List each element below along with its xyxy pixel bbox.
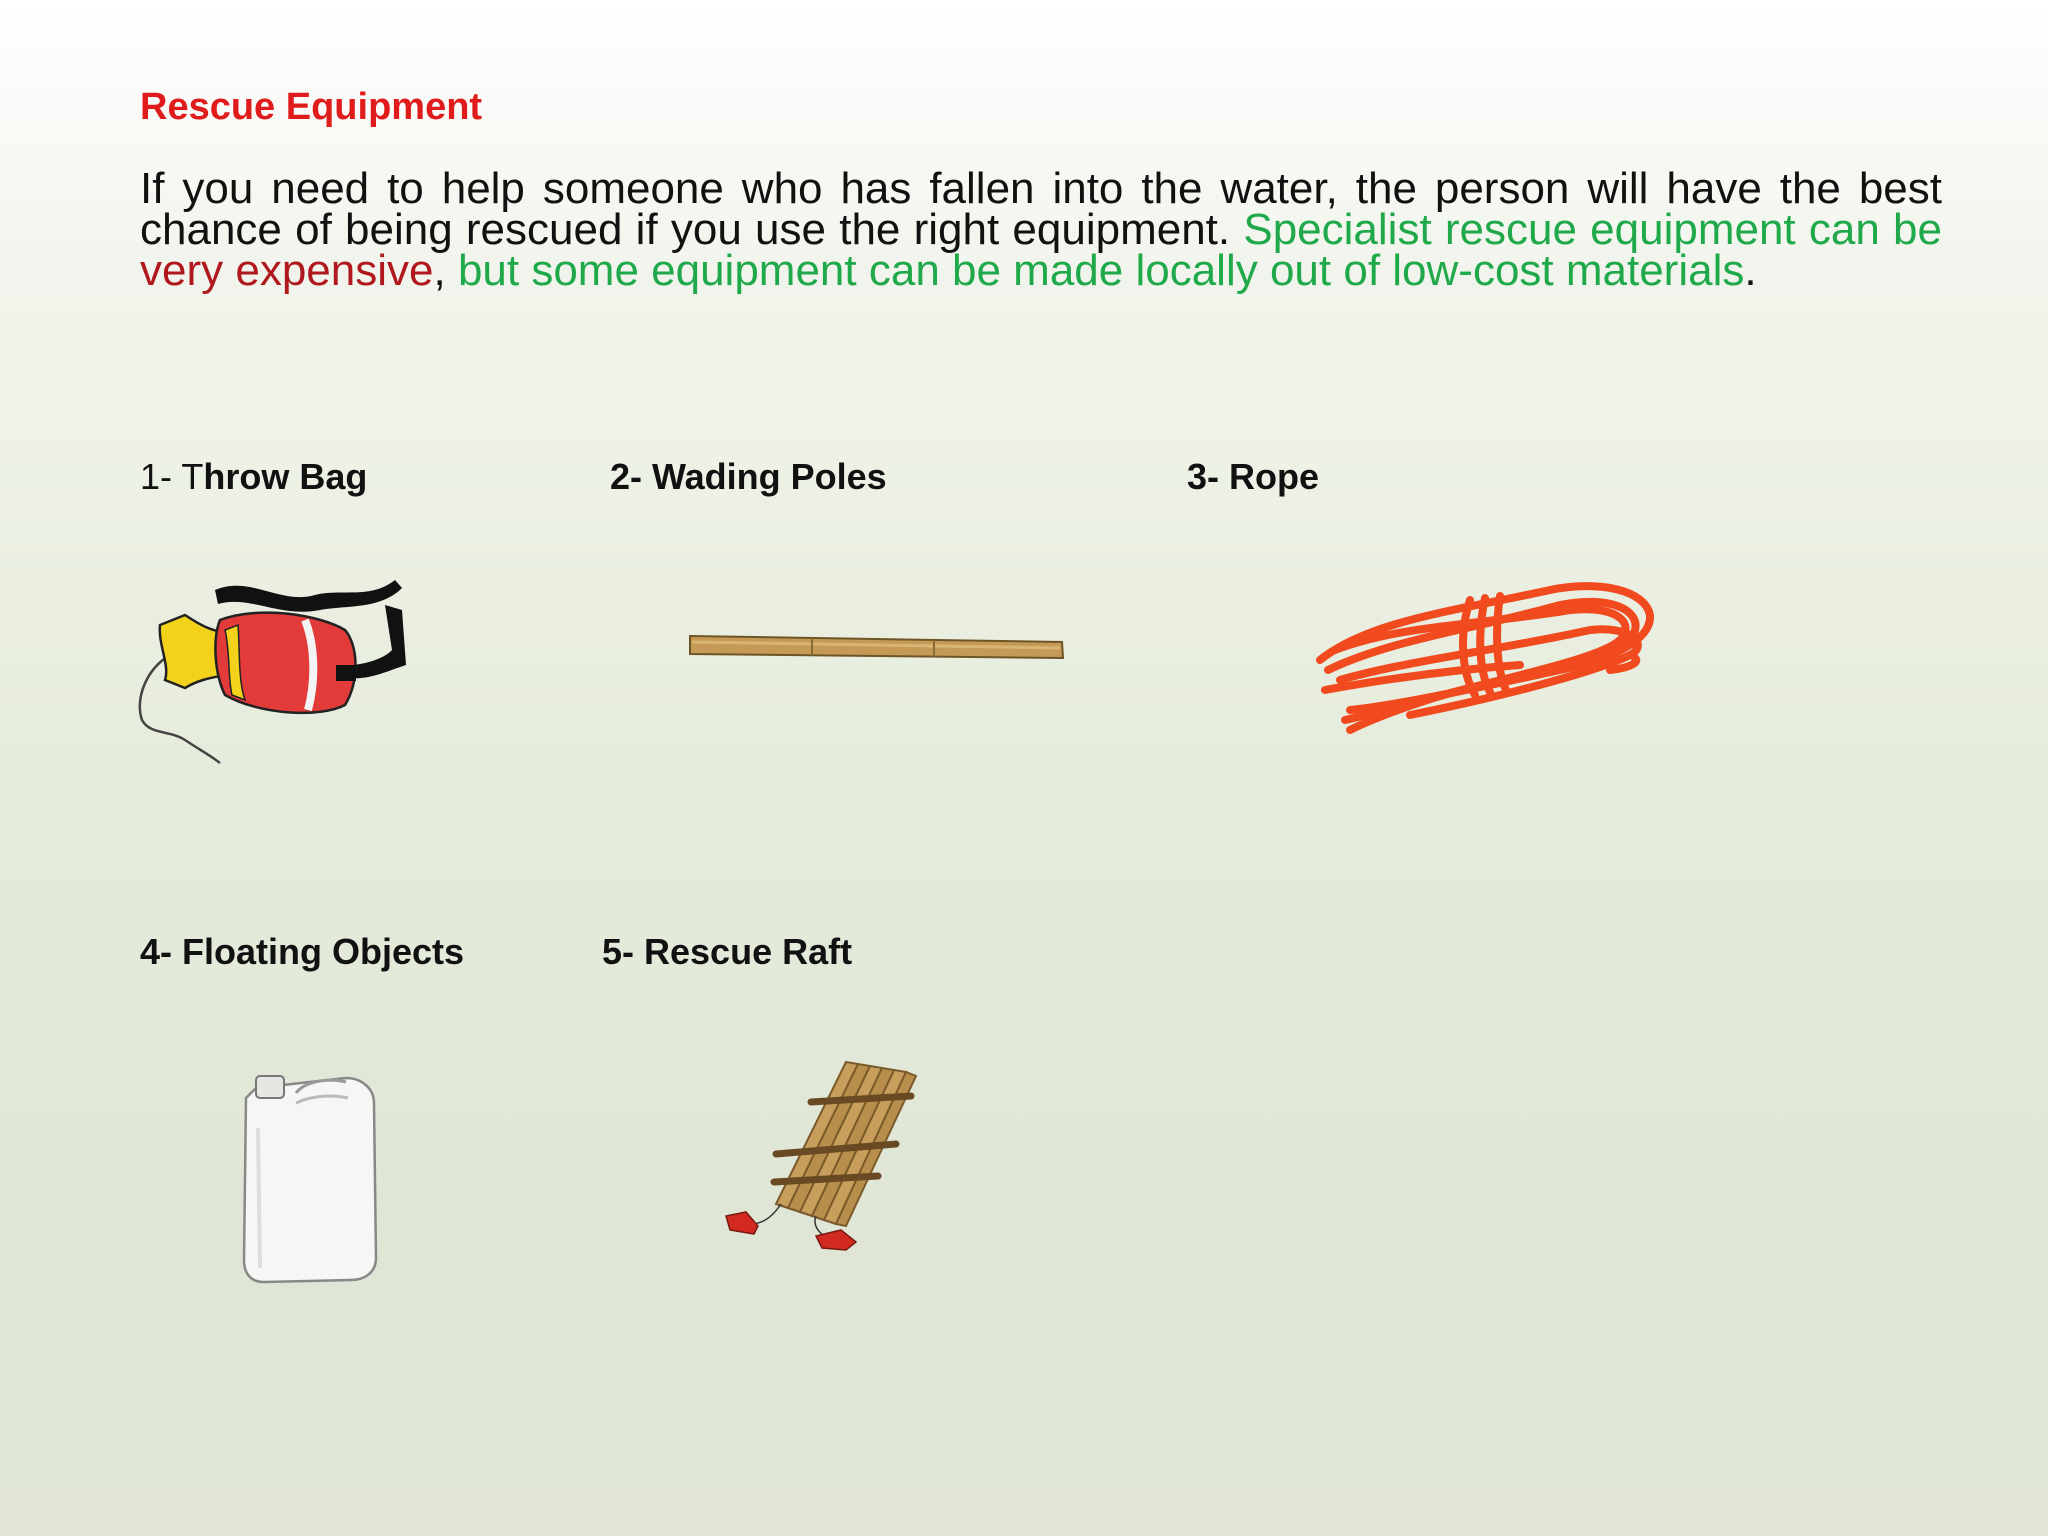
- page-title: Rescue Equipment: [140, 86, 483, 128]
- throw-bag-icon: [130, 570, 420, 770]
- rope-coil-icon: [1310, 570, 1660, 740]
- intro-highlight-green-1: Specialist rescue equipment can be: [1243, 205, 1942, 254]
- item-label-throw-bag: [140, 456, 367, 498]
- intro-text: If you need to help someone who has fallen into the water, the person will have the best chance of being rescued if you use the right equipment.: [140, 164, 1942, 254]
- intro-highlight-red: very expensive: [140, 246, 434, 295]
- intro-comma: ,: [433, 246, 458, 295]
- item-label-rescue-raft: 5- Rescue Raft: [602, 931, 853, 972]
- intro-highlight-green-2: but some equipment can be made locally out of low-cost materials: [457, 246, 1745, 295]
- item-label-floating-objects: 4- Floating Objects: [140, 931, 465, 972]
- intro-paragraph: [140, 164, 1942, 295]
- item-number: 1-: [140, 456, 182, 497]
- intro-period: .: [1744, 246, 1757, 295]
- item-name: hrow Bag: [203, 456, 368, 497]
- item-label-rope: 3- Rope: [1187, 456, 1320, 497]
- wading-pole-icon: [686, 630, 1066, 664]
- bamboo-raft-icon: [716, 1054, 936, 1258]
- item-initial: T: [181, 456, 204, 497]
- jerrycan-icon: [236, 1068, 382, 1284]
- item-label-wading-poles: 2- Wading Poles: [610, 456, 887, 497]
